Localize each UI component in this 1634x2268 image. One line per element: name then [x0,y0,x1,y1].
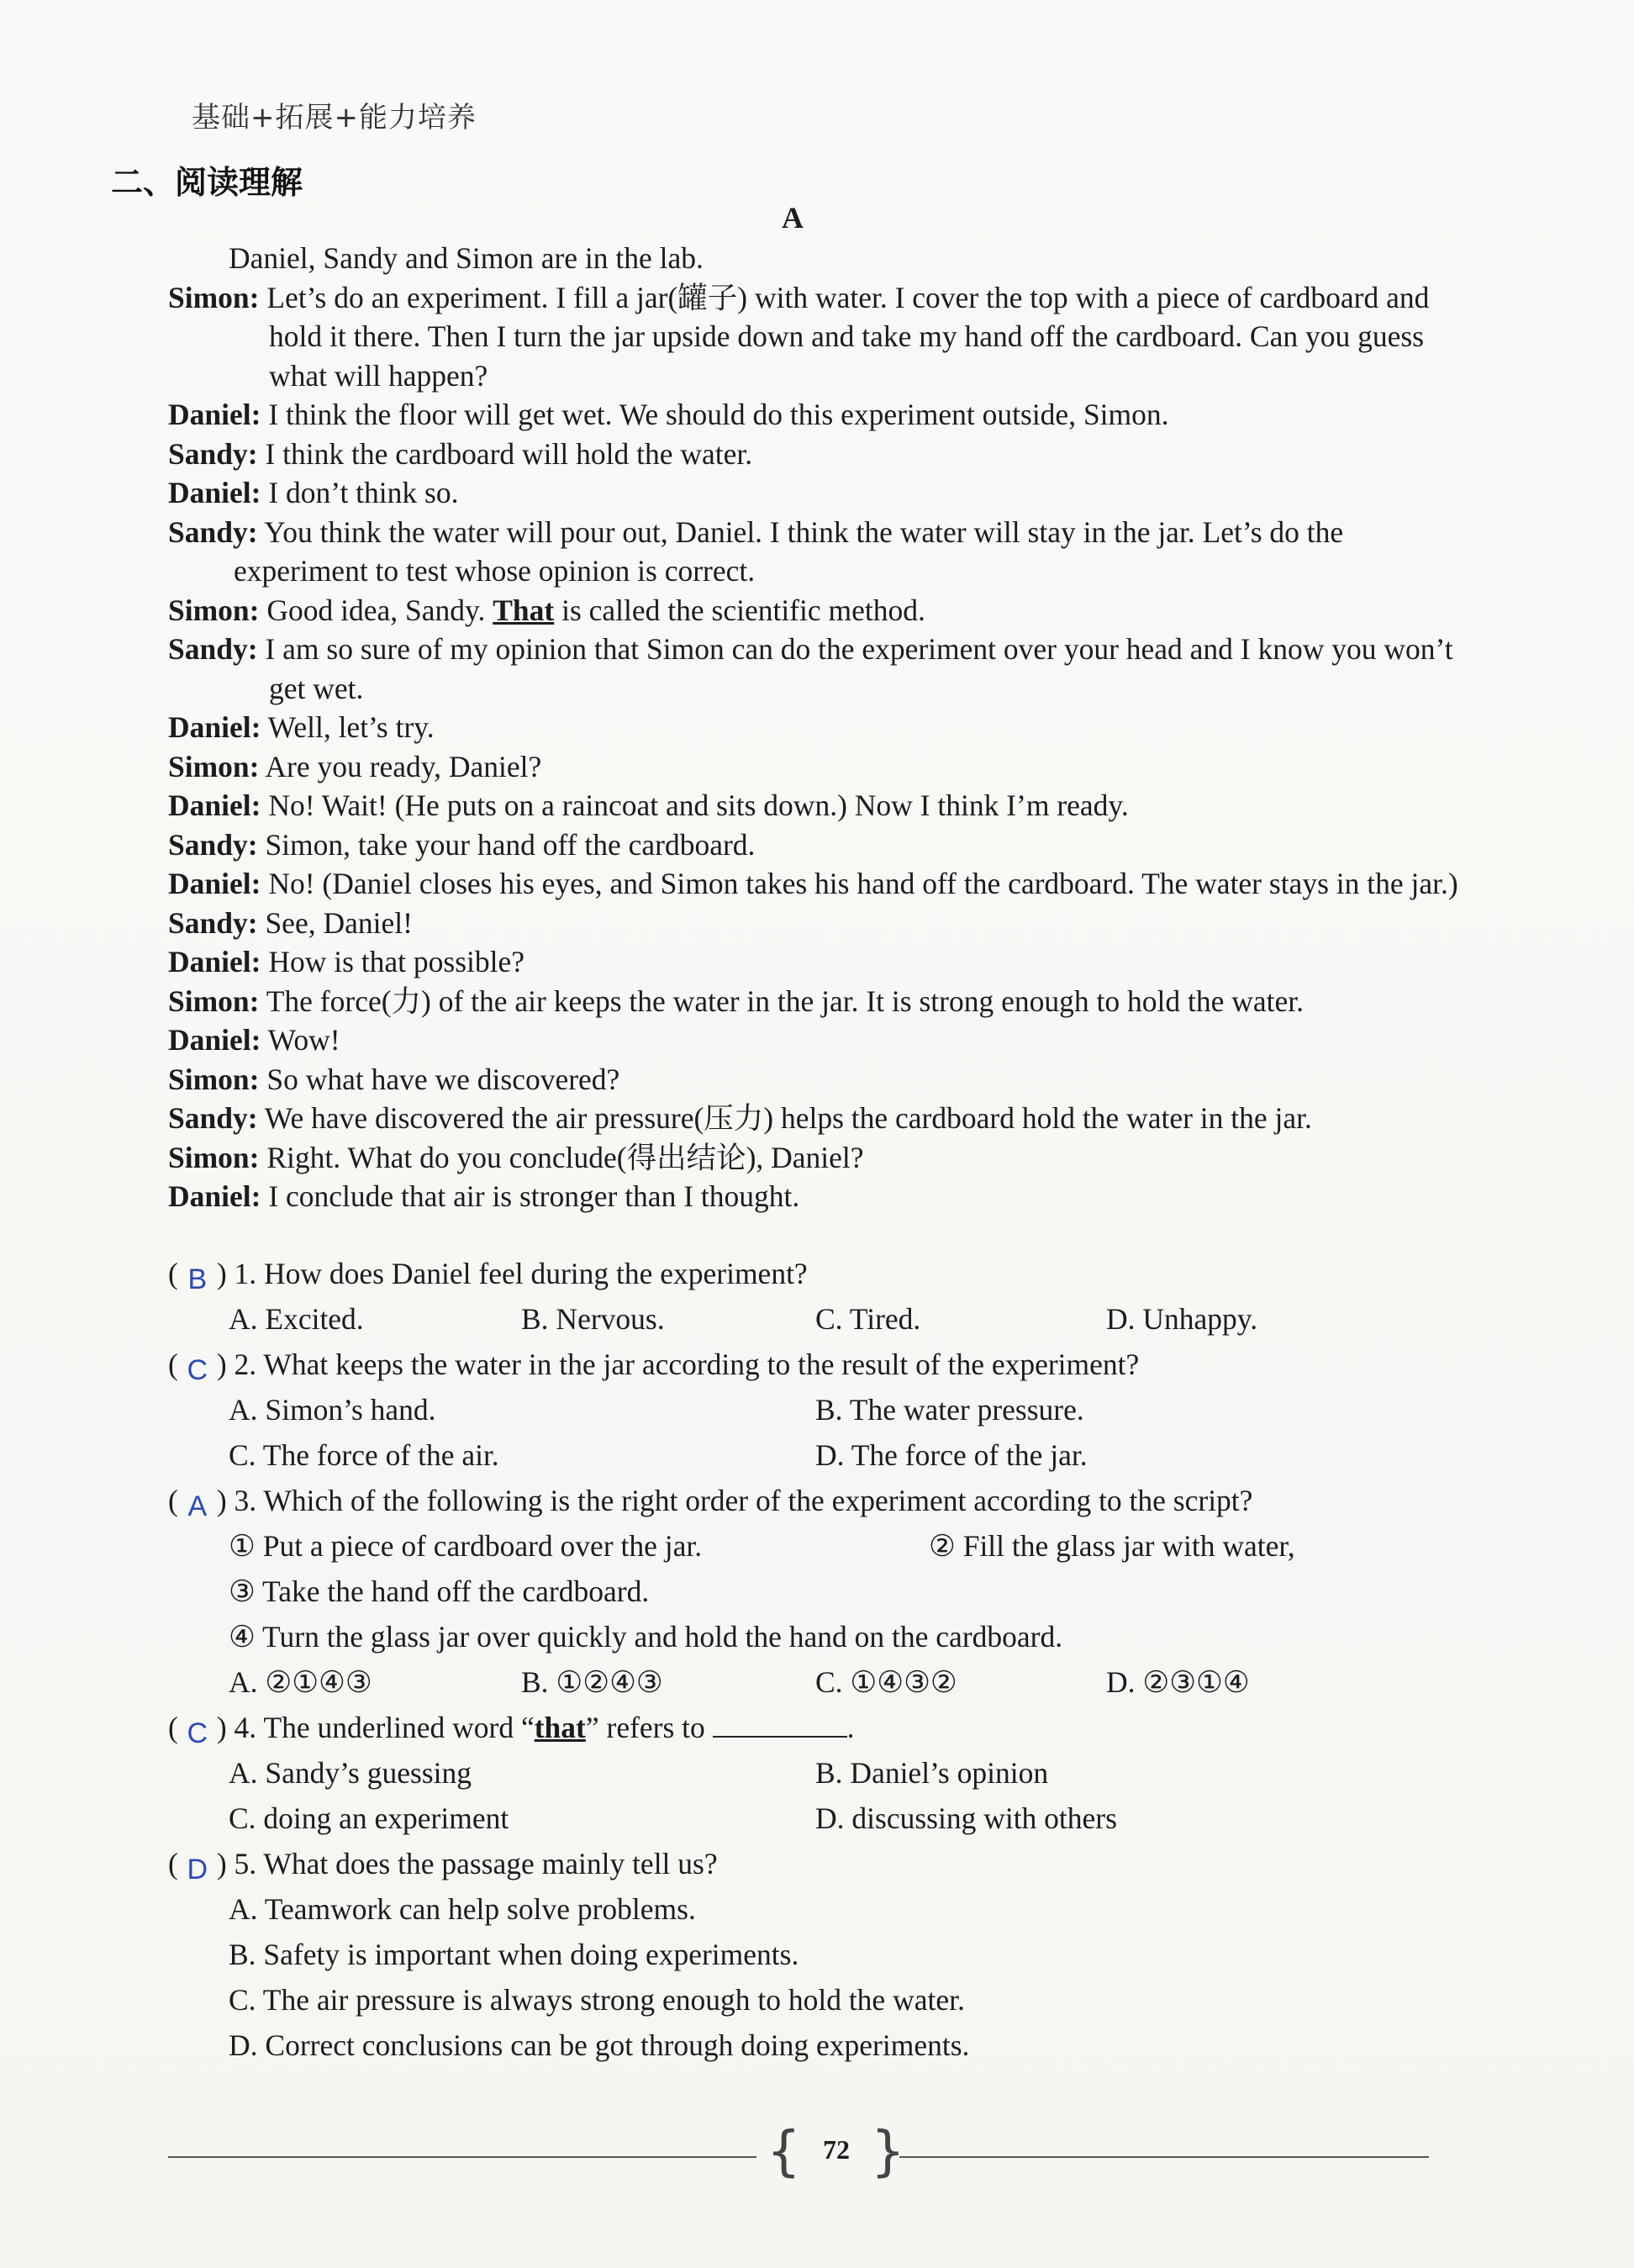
question-list [168,1251,1463,2068]
option-c: C. ①④③② [815,1665,957,1699]
question-stem: ) 2. What keeps the water in the jar according to the result of the experiment? [216,1348,1140,1381]
option-row [168,1750,1463,1796]
question-1 [168,1251,1463,1296]
series-header: 基础+拓展+能力培养 [192,101,477,134]
speaker: Daniel: [168,867,261,900]
dialogue-turn [168,473,1463,513]
open-paren: ( [168,1348,178,1381]
dialogue-turn [168,395,1463,435]
option-row [168,2023,1463,2068]
line-text: Wow! [267,1023,340,1057]
line-text-pre: Good idea, Sandy. [266,593,493,627]
line-text: I am so sure of my opinion that Simon can do the experiment over your head and I know you won’t get wet. [265,632,1453,705]
line-text: I think the floor will get wet. We should do this experiment outside, Simon. [268,398,1169,431]
line-text: No! Wait! (He puts on a raincoat and sits down.) Now I think I’m ready. [268,789,1129,822]
option-b: B. ①②④③ [521,1665,663,1699]
option-row [168,1659,1463,1705]
line-text: Simon, take your hand off the cardboard. [265,827,756,862]
question-stem-pre: ) 4. The underlined word “ [216,1711,535,1744]
speaker: Simon: [168,593,260,627]
dialogue-turn [168,1060,1463,1100]
option-d: D. The force of the jar. [815,1438,1088,1472]
underlined-word: That [493,593,555,627]
dialogue-turn [168,786,1463,825]
line-text-post: is called the scientific method. [554,593,925,627]
dialogue-turn [168,747,1463,787]
line-text: Well, let’s try. [267,710,435,744]
bracket-left-icon: { [767,2121,801,2183]
speaker: Sandy: [168,1101,258,1135]
dialogue-turn [168,904,1463,943]
option-a: A. ②①④③ [229,1665,372,1699]
option-c: C. The air pressure is always strong enough to hold the water. [229,1983,965,2017]
line-text: So what have we discovered? [266,1062,620,1096]
open-paren: ( [168,1847,178,1880]
speaker: Daniel: [168,710,261,744]
speaker: Sandy: [168,905,258,940]
option-row [168,1432,1463,1478]
dialogue-turn [168,591,1463,630]
option-row [168,1932,1463,1977]
dialogue-turn [168,1177,1463,1216]
option-a: A. Simon’s hand. [229,1393,436,1427]
option-row [168,1977,1463,2023]
option-b: B. The water pressure. [815,1393,1084,1427]
speaker: Simon: [168,984,260,1018]
answer-mark: D [187,1854,208,1886]
answer-mark: C [187,1717,208,1749]
line-text: I don’t think so. [268,476,459,509]
dialogue-turn [168,630,1463,708]
section-title: 二、阅读理解 [111,164,303,201]
option-b: B. Daniel’s opinion [815,1756,1049,1790]
option-d: D. discussing with others [815,1801,1117,1835]
dialogue-passage [168,239,1463,1216]
dialogue-turn [168,1021,1463,1060]
step-4: ④ Turn the glass jar over quickly and hold the hand on the cardboard. [229,1620,1063,1654]
option-row [168,1886,1463,1932]
underlined-word: that [534,1711,586,1744]
option-d: D. ②③①④ [1106,1665,1250,1699]
step-2: ② Fill the glass jar with water, [929,1529,1295,1563]
open-paren: ( [168,1484,178,1517]
line-text: No! (Daniel closes his eyes, and Simon takes his hand off the cardboard. The water stays in the jar.) [268,867,1458,900]
question-5 [168,1841,1463,1886]
line-text: How is that possible? [268,945,524,978]
footer-rule-right [899,2156,1429,2158]
speaker: Sandy: [168,827,258,862]
dialogue-turn [168,825,1463,865]
option-a: A. Excited. [229,1302,364,1336]
passage-label: A [782,201,804,235]
answer-mark: A [187,1490,208,1522]
step-row [168,1614,1463,1659]
dialogue-turn [168,1138,1463,1178]
question-stem: ) 5. What does the passage mainly tell us? [216,1847,718,1880]
step-3: ③ Take the hand off the cardboard. [229,1574,650,1608]
bracket-right-icon: } [871,2121,905,2183]
question-stem: ) 3. Which of the following is the right order of the experiment according to the script? [216,1484,1253,1517]
line-text: Let’s do an experiment. I fill a jar(罐子) with water. I cover the top with a piece of cardboard and hold it there. Then I turn the jar upside down and take my hand off the cardboard. Can you guess what will happen? [266,280,1430,393]
speaker: Simon: [168,1062,260,1096]
line-text: The force(力) of the air keeps the water in the jar. It is strong enough to hold the water. [266,984,1304,1018]
line-text: I conclude that air is stronger than I thought. [268,1179,800,1213]
option-a: A. Sandy’s guessing [229,1756,472,1790]
option-row [168,1387,1463,1432]
option-d: D. Correct conclusions can be got through doing experiments. [229,2028,970,2062]
option-row [168,1796,1463,1841]
option-b: B. Nervous. [521,1302,665,1336]
option-b: B. Safety is important when doing experiments. [229,1938,799,1971]
step-row [168,1569,1463,1614]
speaker: Sandy: [168,436,258,471]
question-stem: ) 1. How does Daniel feel during the experiment? [216,1257,808,1290]
speaker: Daniel: [168,1179,261,1213]
answer-blank [713,1711,847,1738]
line-text: I think the cardboard will hold the water. [265,436,753,471]
line-text: Right. What do you conclude(得出结论), Daniel? [266,1140,864,1174]
step-row [168,1523,1463,1569]
dialogue-turn [168,942,1463,982]
option-a: A. Teamwork can help solve problems. [229,1892,696,1926]
page-footer [168,2123,1429,2181]
option-c: C. doing an experiment [229,1801,509,1835]
speaker: Simon: [168,1140,260,1174]
footer-rule-left [168,2156,756,2158]
option-row [168,1296,1463,1342]
open-paren: ( [168,1711,178,1744]
passage-intro: Daniel, Sandy and Simon are in the lab. [229,241,704,275]
speaker: Daniel: [168,398,261,431]
speaker: Simon: [168,280,260,314]
answer-mark: C [187,1354,208,1386]
speaker: Sandy: [168,514,258,549]
question-3 [168,1478,1463,1523]
question-2 [168,1342,1463,1387]
open-paren: ( [168,1257,178,1290]
line-text: You think the water will pour out, Daniel. I think the water will stay in the jar. Let’s do the experiment to test whose opinion is correct. [234,514,1344,588]
dialogue-turn [168,708,1463,747]
dialogue-turn [168,1099,1463,1138]
dialogue-turn [168,864,1463,904]
speaker: Daniel: [168,789,261,822]
line-text: We have discovered the air pressure(压力) helps the cardboard hold the water in the jar. [264,1101,1312,1135]
option-d: D. Unhappy. [1106,1302,1258,1336]
answer-mark: B [187,1263,208,1295]
speaker: Daniel: [168,476,261,509]
speaker: Daniel: [168,945,261,978]
dialogue-turn [168,513,1463,591]
page-number: 72 [823,2134,850,2165]
dialogue-turn [168,982,1463,1021]
step-1: ① Put a piece of cardboard over the jar. [229,1529,703,1563]
question-4: ( C ) 4. The underlined word “that” refers to . [168,1705,1463,1750]
line-text: Are you ready, Daniel? [265,749,542,783]
dialogue-turn [168,278,1463,396]
speaker: Sandy: [168,632,258,666]
speaker: Simon: [168,749,260,783]
line-text: See, Daniel! [265,905,413,940]
option-c: C. The force of the air. [229,1438,499,1472]
dialogue-turn [168,435,1463,474]
speaker: Daniel: [168,1023,261,1057]
question-stem-post: ” refers to [585,1711,713,1744]
option-c: C. Tired. [815,1302,921,1336]
